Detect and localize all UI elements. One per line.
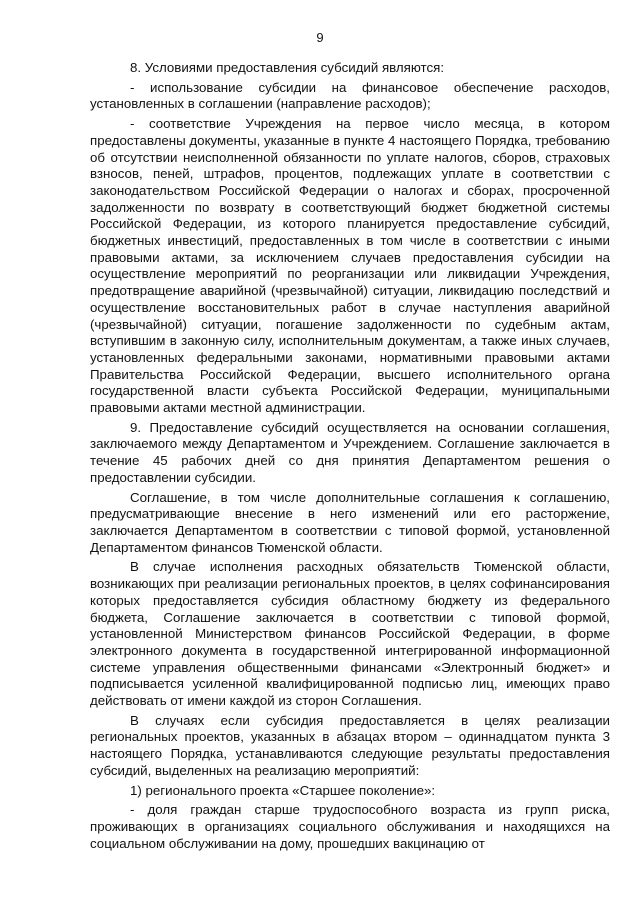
- document-body: [90, 60, 610, 852]
- paragraph-4: 9. Предоставление субсидий осуществляется на основании соглашения, заключаемого между Департаментом и Учреждением. Соглашение заключается в течение 45 рабочих дней со дня принятия Департаментом решения о предоставлении субсидии.: [90, 419, 610, 485]
- paragraph-1: 8. Условиями предоставления субсидий являются:: [130, 60, 445, 75]
- paragraph-6: В случае исполнения расходных обязательств Тюменской области, возникающих при реализации региональных проектов, в целях софинансирования которых предоставляется субсидия областному бюджету из федерального бюджета, Соглашение заключается в соответствии с типовой формой, установленной Министерством финансов Российской Федерации, в форме электронного документа в государственной интегрированной информационной системе управления общественными финансами «Электронный бюджет» и подписывается усиленной квалифицированной подписью лиц, имеющих право действовать от имени каждой из сторон Соглашения.: [90, 559, 610, 709]
- paragraph-7: В случаях если субсидия предоставляется в целях реализации региональных проектов, указанных в абзацах втором – одиннадцатом пункта 3 настоящего Порядка, устанавливаются следующие результаты предоставления субсидий, выделенных на реализацию мероприятий:: [90, 712, 610, 778]
- paragraph-8: 1) регионального проекта «Старшее поколение»:: [130, 782, 436, 798]
- paragraph-5: Соглашение, в том числе дополнительные соглашения к соглашению, предусматривающие внесение в него изменений или его расторжение, заключается Департаментом в соответствии с типовой формой, установленной Департаментом финансов Тюменской области.: [90, 489, 610, 555]
- paragraph-3: - соответствие Учреждения на первое число месяца, в котором предоставлены документы, указанные в пункте 4 настоящего Порядка, требованию об отсутствии неисполненной обязанности по уплате налогов, сборов, страховых взносов, пеней, штрафов, процентов, подлежащих уплате в соответствии с законодательством Российской Федерации о налогах и сборах, просроченной задолженности по возврату в соответствующий бюджет бюджетной системы Российской Федерации, из которого планируется предоставление субсидий, бюджетных инвестиций, предоставленных в том числе в соответствии с иными правовыми актами, за исключением случаев предоставления субсидии на осуществление мероприятий по реорганизации или ликвидации Учреждения, предотвращение аварийной (чрезвычайной) ситуации, ликвидацию последствий и осуществление восстановительных работ в случае наступления аварийной (чрезвычайной) ситуации, погашение задолженности по судебным актам, вступившим в законную силу, исполнительным документам, а также иных случаев, установленных федеральными законами, нормативными правовыми актами Правительства Российской Федерации, высшего исполнительного органа государственной власти субъекта Российской Федерации, муниципальными правовыми актами местной администрации.: [90, 116, 610, 416]
- paragraph-9: - доля граждан старше трудоспособного возраста из групп риска, проживающих в организациях социального обслуживания и находящихся на социальном обслуживании на дому, прошедших вакцинацию от: [90, 802, 610, 851]
- page-number: 9: [316, 30, 324, 45]
- paragraph-2: - использование субсидии на финансовое обеспечение расходов, установленных в соглашении (направление расходов);: [90, 79, 610, 112]
